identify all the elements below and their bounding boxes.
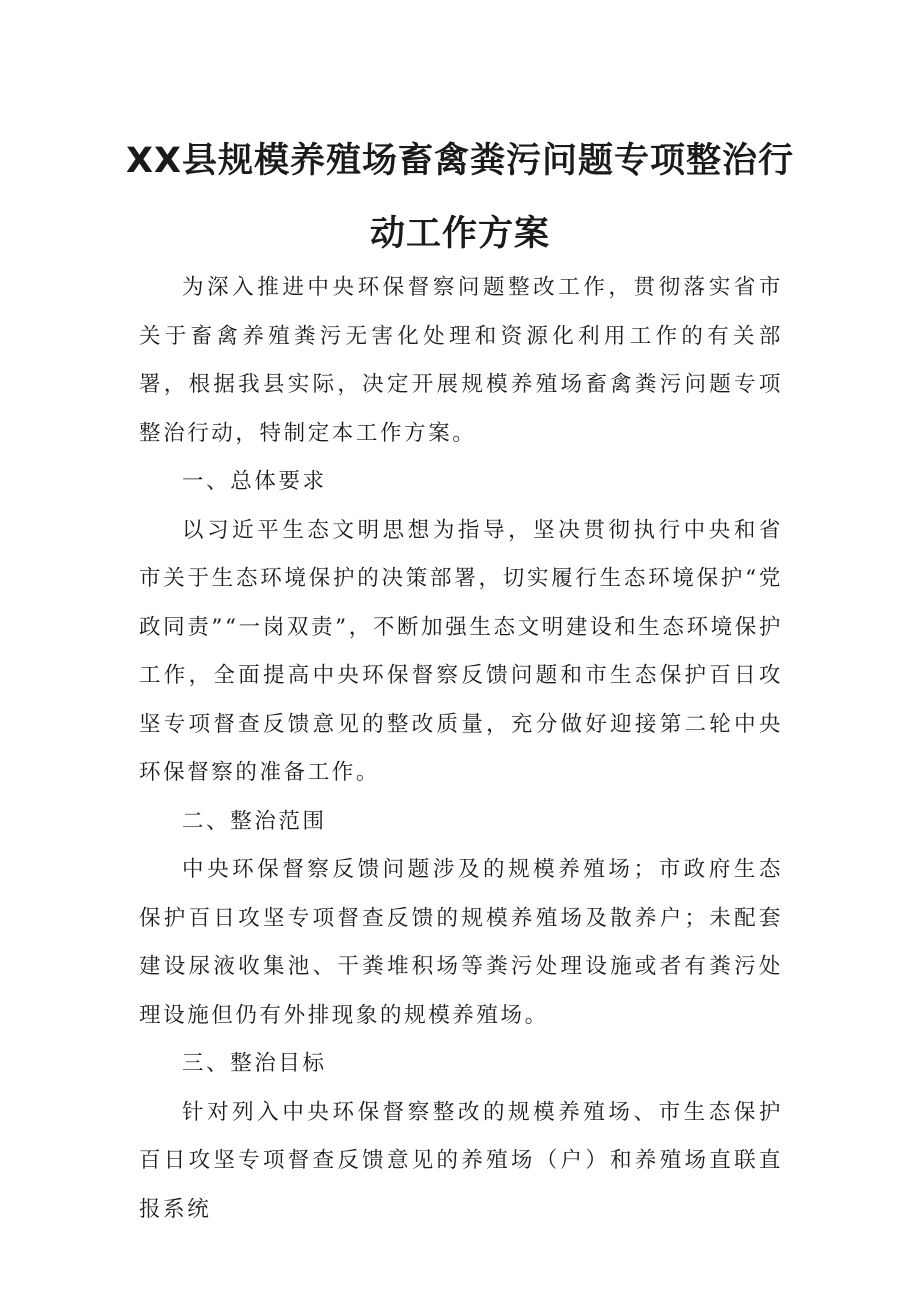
section-2-heading: 二、整治范围 xyxy=(182,808,327,834)
document-body xyxy=(139,264,783,1234)
section-2-paragraph: 中央环保督察反馈问题涉及的规模养殖场；市政府生态保护百日攻坚专项督查反馈的规模养殖场及散养户；未配套建设尿液收集池、干粪堆积场等粪污处理设施或者有粪污处理设施但仍有外排现象的规模养殖场。 xyxy=(139,857,783,1028)
section-1-heading: 一、总体要求 xyxy=(182,469,327,494)
section-3-paragraph: 针对列入中央环保督察整改的规模养殖场、市生态保护百日攻坚专项督查反馈意见的养殖场（户）和养殖场直联直报系统 xyxy=(139,1099,783,1222)
section-3-heading: 三、整治目标 xyxy=(182,1051,327,1076)
section-1-paragraph: 以习近平生态文明思想为指导，坚决贯彻执行中央和省市关于生态环境保护的决策部署，切实履行生态环境保护“党政同责”“一岗双责”，不断加强生态文明建设和生态环境保护工作，全面提高中央环保督察反馈问题和市生态保护百日攻坚专项督查反馈意见的整改质量，充分做好迎接第二轮中央环保督察的准备工作。 xyxy=(139,517,783,785)
document-title-line-2: 动工作方案 xyxy=(369,214,550,254)
intro-paragraph: 为深入推进中央环保督察问题整改工作，贯彻落实省市关于畜禽养殖粪污无害化处理和资源化利用工作的有关部署，根据我县实际，决定开展规模养殖场畜禽粪污问题专项整治行动，特制定本工作方案。 xyxy=(139,275,783,446)
document-title-line-1: XX县规模养殖场畜禽粪污问题专项整治行 xyxy=(126,141,794,181)
